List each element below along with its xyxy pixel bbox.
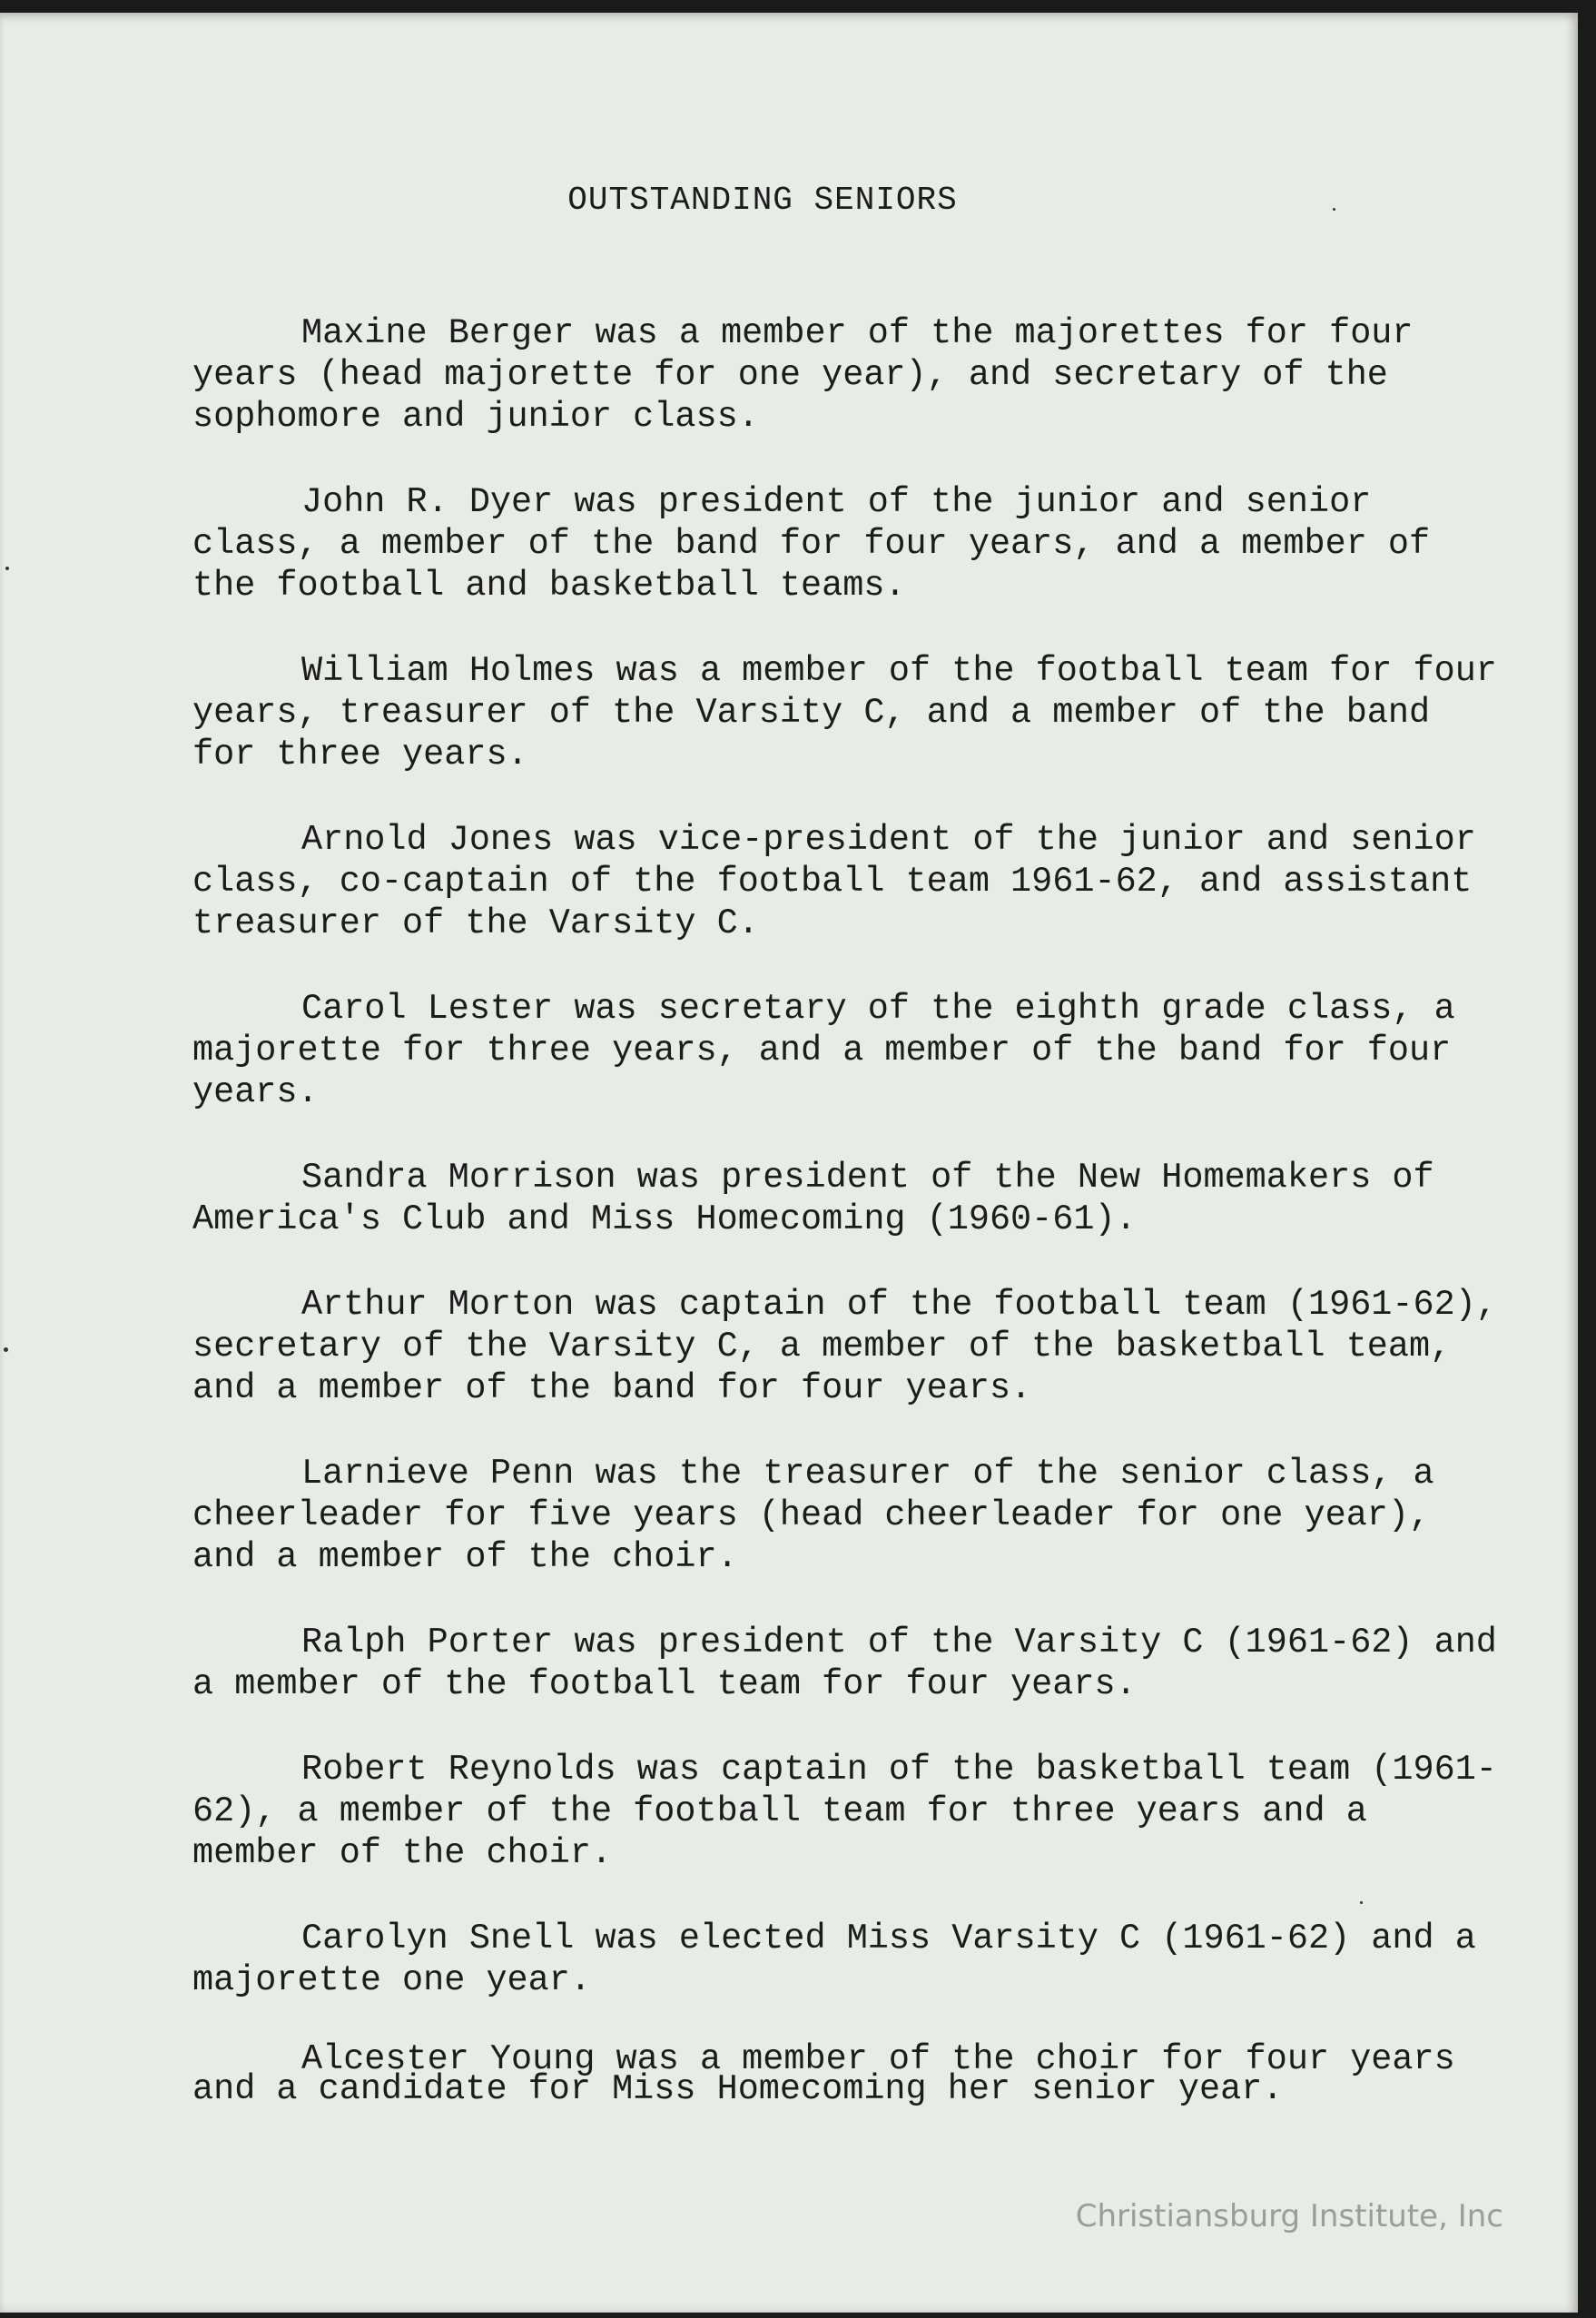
paragraph-robert-reynolds: Robert Reynolds was captain of the basketball team (1961-62), a member of the football team for three years and a member of the choir.	[192, 1750, 1497, 1873]
paragraph-carolyn-snell: Carolyn Snell was elected Miss Varsity C (1961-62) and a majorette one year.	[192, 1919, 1476, 2000]
paper-speck	[1333, 208, 1335, 211]
page-title: OUTSTANDING SENIORS	[567, 182, 958, 219]
paragraph-carol-lester: Carol Lester was secretary of the eighth grade class, a majorette for three years, and a member of the band for four years.	[192, 989, 1455, 1112]
paragraph-ralph-porter: Ralph Porter was president of the Varsity C (1961-62) and a member of the football team for four years.	[192, 1623, 1497, 1704]
page-edge-shadow	[1578, 0, 1596, 2318]
paper-speck	[5, 567, 9, 570]
paragraph-larnieve-penn: Larnieve Penn was the treasurer of the senior class, a cheerleader for five years (head cheerleader for one year), and a member of the choir.	[192, 1454, 1434, 1577]
paragraph-john-dyer: John R. Dyer was president of the junior and senior class, a member of the band for four years, and a member of the football and basketball teams.	[192, 482, 1431, 606]
paragraph-arthur-morton: Arthur Morton was captain of the football team (1961-62), secretary of the Varsity C, a member of the basketball team, and a member of the band for four years.	[192, 1285, 1497, 1408]
document-page	[0, 13, 1578, 2313]
paragraph-list	[192, 312, 1500, 2148]
paper-speck	[1360, 1901, 1363, 1904]
paragraph-arnold-jones: Arnold Jones was vice-president of the junior and senior class, co-captain of the football team 1961-62, and assistant treasurer of the Varsity C.	[192, 820, 1476, 943]
paragraph-alcester-young: Alcester Young was a member of the choir for four years and a candidate for Miss Homecoming her senior year.	[192, 2039, 1455, 2109]
paragraph-william-holmes: William Holmes was a member of the football team for four years, treasurer of the Varsity C, and a member of the band for three years.	[192, 651, 1497, 774]
paragraph-sandra-morrison: Sandra Morrison was president of the New Homemakers of America's Club and Miss Homecoming (1960-61).	[192, 1158, 1434, 1239]
paper-speck	[4, 1347, 8, 1352]
watermark: Christiansburg Institute, Inc	[1075, 2198, 1503, 2234]
paragraph-maxine-berger: Maxine Berger was a member of the majorettes for four years (head majorette for one year), and secretary of the sophomore and junior class.	[192, 313, 1414, 437]
